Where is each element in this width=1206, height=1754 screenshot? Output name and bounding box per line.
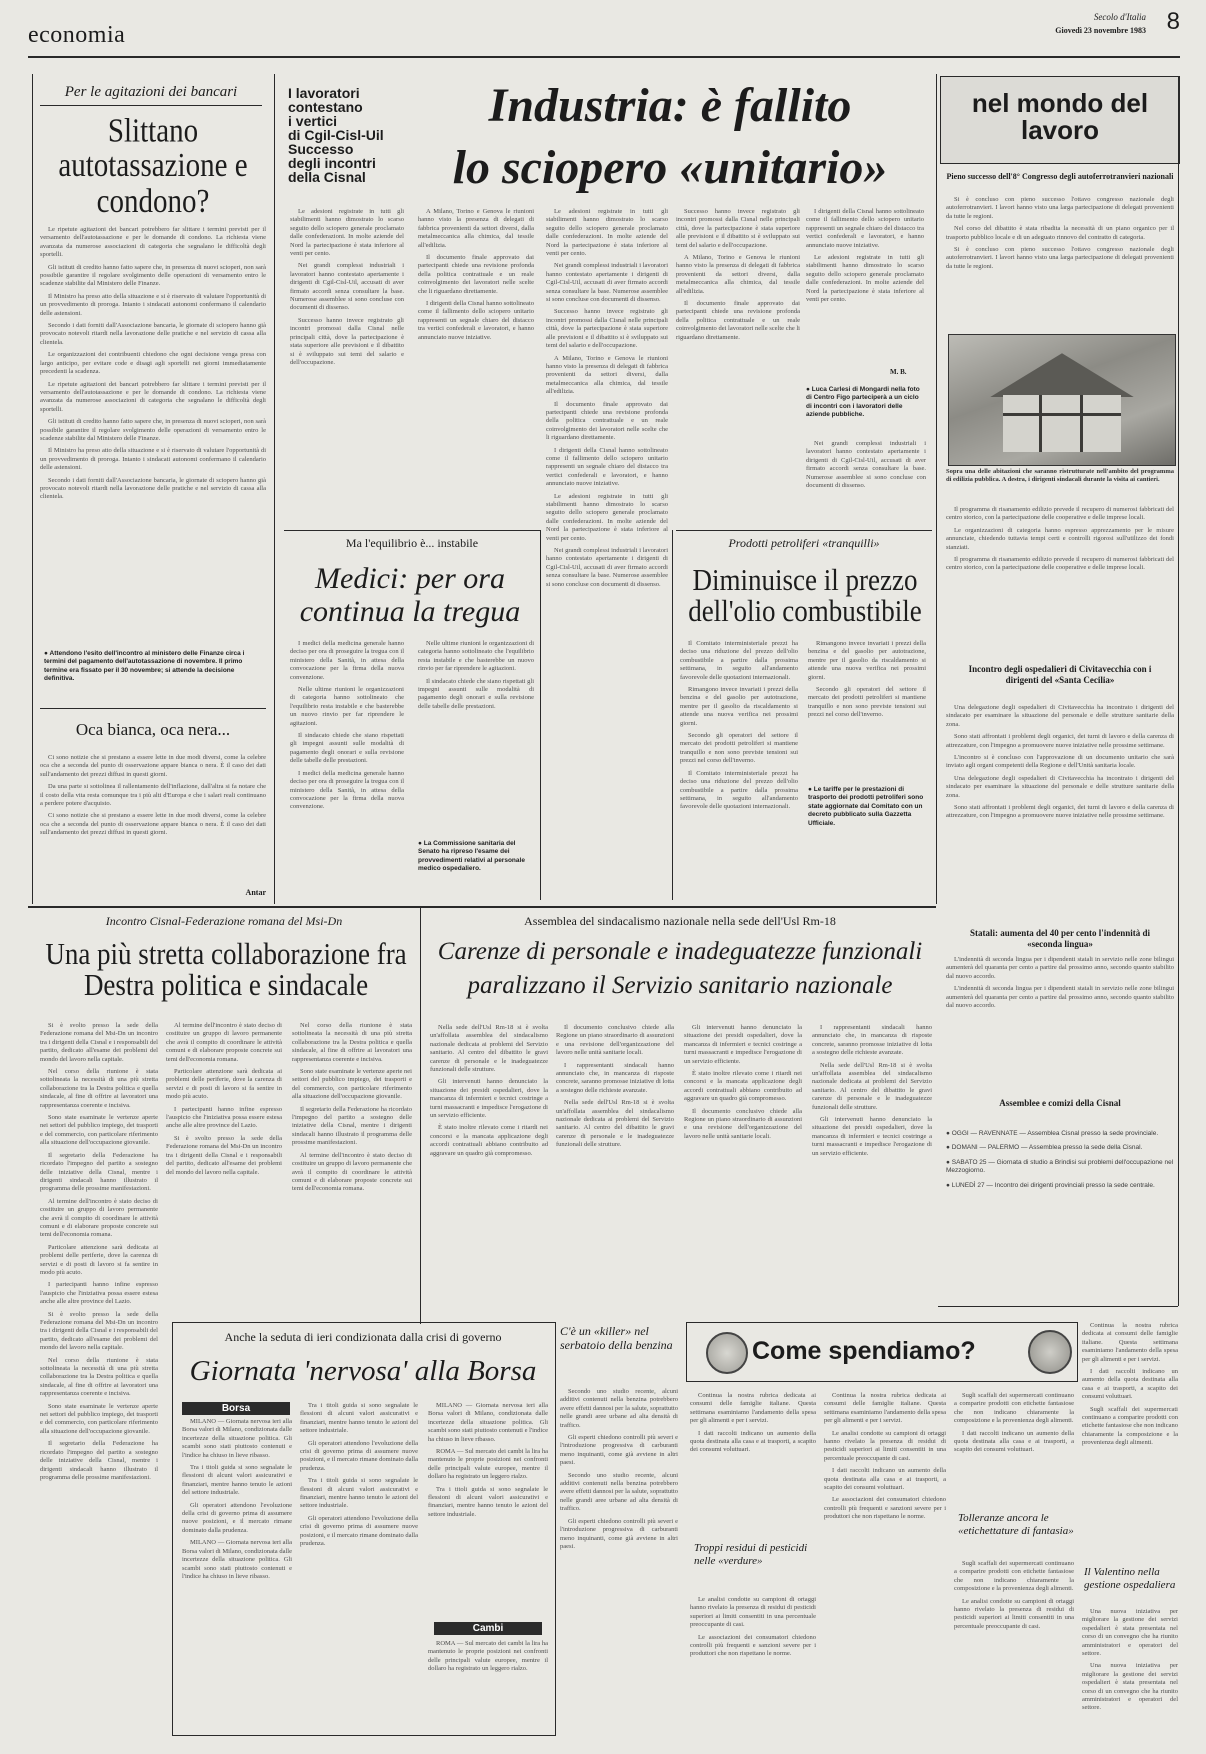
farright-body-1: Continua la nostra rubrica dedicata ai consumi delle famiglie italiane. Questa settimana esaminiamo l'andamento della spesa per gli alimenti e per i servizi. I dati raccolti indicano un aumento della quota destinata alla casa e ai trasporti, a scapito dei consumi voluttuari. Sugli scaffali dei supermercati continuano a comparire prodotti con etichette fantasiose che non indicano chiaramente la composizione e la provenienza degli alimenti. [1082,1322,1178,1447]
medici-headline: Medici: per ora continua la tregua [299,562,521,628]
serbatoio-headline: C'è un «killer» nel serbatoio della benzina [560,1324,673,1352]
rule [676,530,932,531]
spendiamo-header: Come spendiamo? [752,1337,976,1365]
rule [28,906,936,908]
bancari-body: Le ripetute agitazioni dei bancari potrebbero far slittare i termini previsti per il versamento dell'autotassazione e per le domande di condono. La richiesta viene avanzata da numerose associazioni di categoria che segnalano le difficoltà degli sportelli. Gli istituti di credito hanno fatto sapere che, in presenza di nuovi scioperi, non sarà possibile garantire il regolare svolgimento delle operazioni di versamento entro le scadenze stabilite dal Ministero delle Finanze. Il Ministro ha preso atto della situazione e si è riservato di valutare l'opportunità di un provvedimento di proroga. Intanto i sindacati autonomi confermano il calendario delle astensioni. Secondo i dati forniti dall'Associazione bancaria, le giornate di sciopero hanno già provocato notevoli ritardi nella lavorazione delle pratiche e nel servizio di cassa alla clientela. Le organizzazioni dei contribuenti chiedono che ogni decisione venga presa con largo anticipo, per evitare code e disagi agli sportelli nei giorni immediatamente precedenti la scadenza. Le ripetute agitazioni dei bancari potrebbero far slittare i termini previsti per il versamento dell'autotassazione e per le domande di condono. La richiesta viene avanzata da numerose associazioni di categoria che segnalano le difficoltà degli sportelli. Gli istituti di credito hanno fatto sapere che, in presenza di nuovi scioperi, non sarà possibile garantire il regolare svolgimento delle operazioni di versamento entro le scadenze stabilite dal Ministero delle Finanze. Il Ministro ha preso atto della situazione e si è riservato di valutare l'opportunità di un provvedimento di proroga. Intanto i sindacati autonomi confermano il calendario delle astensioni. Secondo i dati forniti dall'Associazione bancaria, le giornate di sciopero hanno già provocato notevoli ritardi nella lavorazione delle pratiche e nel servizio di cassa alla clientela. [40,226,266,501]
coin-icon [706,1332,748,1374]
col-rule [936,74,937,904]
cisnal-body-6: Nei grandi complessi industriali i lavoratori hanno contestato apertamente i dirigenti di Cgil-Cisl-Uil, accusati di aver firmato accordi senza consultare la base. Numerose assemblee si sono concluse con documenti di dissenso. [806,440,926,490]
rule [40,708,266,709]
medici-kicker: Ma l'equilibrio è... instabile [345,536,479,550]
borsa-body-2: Tra i titoli guida si sono segnalate le flessioni di alcuni valori assicurativi e finanziari, mentre hanno tenuto le azioni del settore industriale. Gli operatori attendono l'evoluzione della crisi di governo prima di assumere nuove posizioni, e il mercato rimane dominato dalla prudenza. Tra i titoli guida si sono segnalate le flessioni di alcuni valori assicurativi e finanziari, mentre hanno tenuto le azioni del settore industriale. Gli operatori attendono l'evoluzione della crisi di governo prima di assumere nuove posizioni, e il mercato rimane dominato dalla prudenza. [300,1402,418,1548]
mondo-subhead: Pieno successo dell'8° Congresso degli autoferrotranvieri nazionali [946,172,1174,181]
pesticidi-subhead: Troppi residui di pesticidi nelle «verdure» [694,1542,808,1567]
col-rule [420,908,421,1324]
destra-body-3: Nel corso della riunione è stata sottolineata la necessità di una più stretta collaborazione tra la Destra politica e quella sindacale, al fine di offrire ai lavoratori una rappresentanza coerente e incisiva. Sono state esaminate le vertenze aperte nei settori del pubblico impiego, dei trasporti e del commercio, con particolare riferimento alla situazione dell'occupazione giovanile. Il segretario della Federazione ha ricordato l'impegno del partito a sostegno delle iniziative della Cisnal, mentre i dirigenti sindacali hanno illustrato il programma delle prossime manifestazioni. Al termine dell'incontro è stato deciso di costituire un gruppo di lavoro permanente che avrà il compito di coordinare le attività comuni e di elaborare proposte concrete sui temi dell'economia romana. [292,1022,412,1193]
cisnal-body-4: Successo hanno invece registrato gli incontri promossi dalla Cisnal nelle principali città, dove la partecipazione è stata superiore alle previsioni e il dibattito si è sviluppato sui temi del salario e dell'occupazione. A Milano, Torino e Genova le riunioni hanno visto la presenza di delegati di fabbrica provenienti da settori diversi, dalla metalmeccanica alla chimica, dal tessile all'edilizia. Il documento finale approvato dai partecipanti chiede una revisione profonda della politica contrattuale e un reale coinvolgimento dei lavoratori nelle scelte che li riguardano direttamente. [676,208,800,341]
masthead-small: Secolo d'Italia [1093,12,1146,22]
olio-body-2: Rimangono invece invariati i prezzi della benzina e del gasolio per autotrazione, mentre per il gasolio da riscaldamento si attende una nuova verifica nei prossimi giorni. Secondo gli operatori del settore il mercato dei prodotti petroliferi si mantiene tranquillo e non sono previste tensioni sui prezzi nel corso dell'inverno. [808,640,926,719]
industria-headline-1: Industria: è fallito [488,79,852,132]
page-date: Giovedì 23 novembre 1983 [1055,26,1146,35]
cambi-label: Cambi [434,1622,542,1635]
col-rule [540,530,541,900]
olio-kicker: Prodotti petroliferi «tranquilli» [728,536,880,550]
etichette-subhead: Tolleranze ancora le «etichettature di fantasia» [958,1512,1074,1537]
medici-body-2: Nelle ultime riunioni le organizzazioni di categoria hanno sottolineato che l'equilibrio resta instabile e che basterebbe un nuovo rinvio per far riprendere le agitazioni. Il sindacato chiede che siano rispettati gli impegni assunti sulle modalità di pagamento degli onorari e sulla revisione delle tabelle delle prestazioni. [418,640,534,710]
serbatoio-body: Secondo uno studio recente, alcuni additivi contenuti nella benzina potrebbero avere effetti dannosi per la salute, soprattutto nelle grandi aree urbane ad alta densità di traffico. Gli esperti chiedono controlli più severi e l'introduzione progressiva di carburanti meno inquinanti, come già avviene in altri paesi. Secondo uno studio recente, alcuni additivi contenuti nella benzina potrebbero avere effetti dannosi per la salute, soprattutto nelle grandi aree urbane ad alta densità di traffico. Gli esperti chiedono controlli più severi e l'introduzione progressiva di carburanti meno inquinanti, come già avviene in altri paesi. [560,1388,678,1550]
assemblee-subhead: Assemblee e comizi della Cisnal [999,1098,1121,1108]
medici-note: ● La Commissione sanitaria del Senato ha ripreso l'esame dei provvedimenti relativi al personale medico ospedaliero. [418,840,525,873]
sanita-headline-2: paralizzano il Servizio sanitario nazionale [467,972,893,999]
mondo-body-3: Una delegazione degli ospedalieri di Civitavecchia ha incontrato i dirigenti del sindacato per esaminare la situazione del personale e delle strutture sanitarie della zona. Sono stati affrontati i problemi degli organici, dei turni di lavoro e della carenza di attrezzature, con l'impegno a promuovere nuove iniziative nelle prossime settimane. L'incontro si è concluso con l'approvazione di un documento unitario che sarà inviato agli organi competenti della Regione e dell'Unità sanitaria locale. Una delegazione degli ospedalieri di Civitavecchia ha incontrato i dirigenti del sindacato per esaminare la situazione del personale e delle strutture sanitarie della zona. Sono stati affrontati i problemi degli organici, dei turni di lavoro e della carenza di attrezzature, con l'impegno a promuovere nuove iniziative nelle prossime settimane. [946,704,1174,820]
section-label: economia [28,22,126,48]
borsa-headline: Giornata 'nervosa' alla Borsa [189,1355,537,1387]
cisnal-signature: M. B. [890,368,907,376]
statali-subhead: Statali: aumenta del 40 per cento l'indennità di «seconda lingua» [969,928,1151,949]
photo-caption: Sopra una delle abitazioni che saranno ristrutturate nell'ambito del programma di edilizia pubblica. A destra, i dirigenti sindacali durante la visita ai cantieri. [946,468,1174,484]
cisnal-body-1: Le adesioni registrate in tutti gli stabilimenti hanno dimostrato lo scarso seguito dello sciopero generale proclamato dalle confederazioni. In molte aziende del Nord la partecipazione è stata inferiore al venti per cento. Nei grandi complessi industriali i lavoratori hanno contestato apertamente i dirigenti di Cgil-Cisl-Uil, accusati di aver firmato accordi senza consultare la base. Numerose assemblee si sono concluse con documenti di dissenso. Successo hanno invece registrato gli incontri promossi dalla Cisnal nelle principali città, dove la partecipazione è stata superiore alle previsioni e il dibattito si è sviluppato sui temi del salario e dell'occupazione. [290,208,404,366]
oca-signature: Antar [245,888,266,897]
destra-body-1: Si è svolto presso la sede della Federazione romana del Msi-Dn un incontro tra i dirigenti della Cisnal e i responsabili del partito, dedicato all'esame dei problemi del mondo del lavoro nella capitale. Nel corso della riunione è stata sottolineata la necessità di una più stretta collaborazione tra la Destra politica e quella sindacale, al fine di offrire ai lavoratori una rappresentanza coerente e incisiva. Sono state esaminate le vertenze aperte nei settori del pubblico impiego, dei trasporti e del commercio, con particolare riferimento alla situazione dell'occupazione giovanile. Il segretario della Federazione ha ricordato l'impegno del partito a sostegno delle iniziative della Cisnal, mentre i dirigenti sindacali hanno illustrato il programma delle prossime manifestazioni. Al termine dell'incontro è stato deciso di costituire un gruppo di lavoro permanente che avrà il compito di coordinare le attività comuni e di elaborare proposte concrete sui temi dell'economia romana. Particolare attenzione sarà dedicata ai problemi delle periferie, dove la carenza di servizi e di posti di lavoro si fa sentire in modo più acuto. I partecipanti hanno infine espresso l'auspicio che l'iniziativa possa essere estesa anche alle altre province del Lazio. Si è svolto presso la sede della Federazione romana del Msi-Dn un incontro tra i dirigenti della Cisnal e i responsabili del partito, dedicato all'esame dei problemi del mondo del lavoro nella capitale. Nel corso della riunione è stata sottolineata la necessità di una più stretta collaborazione tra la Destra politica e quella sindacale, al fine di offrire ai lavoratori una rappresentanza coerente e incisiva. Sono state esaminate le vertenze aperte nei settori del pubblico impiego, dei trasporti e del commercio, con particolare riferimento alla situazione dell'occupazione giovanile. Il segretario della Federazione ha ricordato l'impegno del partito a sostegno delle iniziative della Cisnal, mentre i dirigenti sindacali hanno illustrato il programma delle prossime manifestazioni. [40,1022,158,1481]
farright-body-2: Una nuova iniziativa per migliorare la gestione dei servizi ospedalieri è stata presentata nel corso di un convegno che ha riunito amministratori e operatori del settore. Una nuova iniziativa per migliorare la gestione dei servizi ospedalieri è stata presentata nel corso di un convegno che ha riunito amministratori e operatori del settore. [1082,1608,1178,1712]
cisnal-note: ● Luca Carlesi di Mongardi nella foto di Centro Figo parteciperà a un ciclo di incontri con i lavoratori delle aziende pubbliche. [806,386,920,419]
borsa-body-3: MILANO — Giornata nervosa ieri alla Borsa valori di Milano, condizionata dalle incertezze della situazione politica. Gli scambi sono stati piuttosto contenuti e l'indice ha chiuso in lieve ribasso. ROMA — Sul mercato dei cambi la lira ha mantenuto le proprie posizioni nei confronti delle principali valute europee, mentre il dollaro ha registrato un leggero rialzo. Tra i titoli guida si sono segnalate le flessioni di alcuni valori assicurativi e finanziari, mentre hanno tenuto le azioni del settore industriale. [428,1402,548,1518]
olio-body-1: Il Comitato interministeriale prezzi ha deciso una riduzione del prezzo dell'olio combustibile a partire dalla prossima settimana, in seguito all'andamento favorevole delle quotazioni internazionali. Rimangono invece invariati i prezzi della benzina e del gasolio per autotrazione, mentre per il gasolio da riscaldamento si attende una nuova verifica nei prossimi giorni. Secondo gli operatori del settore il mercato dei prodotti petroliferi si mantiene tranquillo e non sono previste tensioni sui prezzi nel corso dell'inverno. Il Comitato interministeriale prezzi ha deciso una riduzione del prezzo dell'olio combustibile a partire dalla prossima settimana, in seguito all'andamento favorevole delle quotazioni internazionali. [680,640,798,811]
ospedalieri-subhead: Incontro degli ospedalieri di Civitavecchia con i dirigenti del «Santa Cecilia» [968,664,1152,685]
olio-headline: Diminuisce il prezzo dell'olio combustibile [688,562,922,629]
cambi-body: ROMA — Sul mercato dei cambi la lira ha mantenuto le proprie posizioni nei confronti delle principali valute europee, mentre il dollaro ha registrato un leggero rialzo. [428,1640,548,1673]
destra-headline: Una più stretta collaborazione fra Destra politica e sindacale [45,936,407,1003]
spendiamo-body-1: Continua la nostra rubrica dedicata ai consumi delle famiglie italiane. Questa settimana esaminiamo l'andamento della spesa per gli alimenti e per i servizi. I dati raccolti indicano un aumento della quota destinata alla casa e ai trasporti, a scapito dei consumi voluttuari. [690,1392,816,1454]
spendiamo-body-4: Sugli scaffali dei supermercati continuano a comparire prodotti con etichette fantasiose che non indicano chiaramente la composizione e la provenienza degli alimenti. I dati raccolti indicano un aumento della quota destinata alla casa e ai trasporti, a scapito dei consumi voluttuari. [954,1392,1074,1454]
sanita-body-1: Nella sede dell'Usl Rm-18 si è svolta un'affollata assemblea del sindacalismo nazionale dedicata ai problemi del Servizio sanitario. Al centro del dibattito le gravi carenze di personale e le inadeguatezze funzionali delle strutture. Gli intervenuti hanno denunciato la situazione dei presidi ospedalieri, dove la mancanza di infermieri e tecnici costringe a turni massacranti e impedisce l'erogazione di un servizio efficiente. È stato inoltre rilevato come i ritardi nei concorsi e la mancata applicazione degli accordi contrattuali abbiano contribuito ad aggravare un quadro già compromesso. [430,1024,548,1157]
cisnal-body-3: Le adesioni registrate in tutti gli stabilimenti hanno dimostrato lo scarso seguito dello sciopero generale proclamato dalle confederazioni. In molte aziende del Nord la partecipazione è stata inferiore al venti per cento. Nei grandi complessi industriali i lavoratori hanno contestato apertamente i dirigenti di Cgil-Cisl-Uil, accusati di aver firmato accordi senza consultare la base. Numerose assemblee si sono concluse con documenti di dissenso. Successo hanno invece registrato gli incontri promossi dalla Cisnal nelle principali città, dove la partecipazione è stata superiore alle previsioni e il dibattito si è sviluppato sui temi del salario e dell'occupazione. A Milano, Torino e Genova le riunioni hanno visto la presenza di delegati di fabbrica provenienti da settori diversi, dalla metalmeccanica alla chimica, dal tessile all'edilizia. Il documento finale approvato dai partecipanti chiede una revisione profonda della politica contrattuale e un reale coinvolgimento dei lavoratori nelle scelte che li riguardano direttamente. I dirigenti della Cisnal hanno sottolineato come il fallimento dello sciopero unitario rappresenti un segnale chiaro del distacco tra vertici confederali e lavoratori, e hanno annunciato nuove iniziative. Le adesioni registrate in tutti gli stabilimenti hanno dimostrato lo scarso seguito dello sciopero generale proclamato dalle confederazioni. In molte aziende del Nord la partecipazione è stata inferiore al venti per cento. Nei grandi complessi industriali i lavoratori hanno contestato apertamente i dirigenti di Cgil-Cisl-Uil, accusati di aver firmato accordi senza consultare la base. Numerose assemblee si sono concluse con documenti di dissenso. [546,208,668,588]
cisnal-kicker: I lavoratori contestano i vertici di Cgil-Cisl-Uil Successo degli incontri della Cisnal [288,85,384,185]
col-rule [32,74,33,904]
sanita-body-3: Gli intervenuti hanno denunciato la situazione dei presidi ospedalieri, dove la mancanza di infermieri e tecnici costringe a turni massacranti e impedisce l'erogazione di un servizio efficiente. È stato inoltre rilevato come i ritardi nei concorsi e la mancata applicazione degli accordi contrattuali abbiano contribuito ad aggravare un quadro già compromesso. Il documento conclusivo chiede alla Regione un piano straordinario di assunzioni e una revisione dell'organizzazione del lavoro nelle unità sanitarie locali. [684,1024,802,1140]
sanita-kicker: Assemblea del sindacalismo nazionale nella sede dell'Usl Rm-18 [524,914,836,928]
borsa-body-1: MILANO — Giornata nervosa ieri alla Borsa valori di Milano, condizionata dalle incertezze della situazione politica. Gli scambi sono stati piuttosto contenuti e l'indice ha chiuso in lieve ribasso. Tra i titoli guida si sono segnalate le flessioni di alcuni valori assicurativi e finanziari, mentre hanno tenuto le azioni del settore industriale. Gli operatori attendono l'evoluzione della crisi di governo prima di assumere nuove posizioni, e il mercato rimane dominato dalla prudenza. MILANO — Giornata nervosa ieri alla Borsa valori di Milano, condizionata dalle incertezze della situazione politica. Gli scambi sono stati piuttosto contenuti e l'indice ha chiuso in lieve ribasso. [182,1418,292,1580]
destra-body-2: Al termine dell'incontro è stato deciso di costituire un gruppo di lavoro permanente che avrà il compito di coordinare le attività comuni e di elaborare proposte concrete sui temi dell'economia romana. Particolare attenzione sarà dedicata ai problemi delle periferie, dove la carenza di servizi e di posti di lavoro si fa sentire in modo più acuto. I partecipanti hanno infine espresso l'auspicio che l'iniziativa possa essere estesa anche alle altre province del Lazio. Si è svolto presso la sede della Federazione romana del Msi-Dn un incontro tra i dirigenti della Cisnal e i responsabili del partito, dedicato all'esame dei problemi del mondo del lavoro nella capitale. [166,1022,282,1176]
col-rule [672,530,673,900]
borsa-kicker: Anche la seduta di ieri condizionata dalla crisi di governo [224,1330,502,1344]
sanita-body-4: I rappresentanti sindacali hanno annunciato che, in mancanza di risposte concrete, saranno promosse iniziative di lotta a sostegno delle richieste avanzate. Nella sede dell'Usl Rm-18 si è svolta un'affollata assemblea del sindacalismo nazionale dedicata ai problemi del Servizio sanitario. Al centro del dibattito le gravi carenze di personale e le inadeguatezze funzionali delle strutture. Gli intervenuti hanno denunciato la situazione dei presidi ospedalieri, dove la mancanza di infermieri e tecnici costringe a turni massacranti e impedisce l'erogazione di un servizio efficiente. [812,1024,932,1157]
page-number: 8 [1166,8,1180,35]
destra-kicker: Incontro Cisnal-Federazione romana del Msi-Dn [105,914,343,928]
cisnal-body-5: I dirigenti della Cisnal hanno sottolineato come il fallimento dello sciopero unitario rappresenti un segnale chiaro del distacco tra vertici confederali e lavoratori, e hanno annunciato nuove iniziative. Le adesioni registrate in tutti gli stabilimenti hanno dimostrato lo scarso seguito dello sciopero generale proclamato dalle confederazioni. In molte aziende del Nord la partecipazione è stata inferiore al venti per cento. [806,208,924,304]
sanita-body-2: Il documento conclusivo chiede alla Regione un piano straordinario di assunzioni e una revisione dell'organizzazione del lavoro nelle unità sanitarie locali. I rappresentanti sindacali hanno annunciato che, in mancanza di risposte concrete, saranno promosse iniziative di lotta a sostegno delle richieste avanzate. Nella sede dell'Usl Rm-18 si è svolta un'affollata assemblea del sindacalismo nazionale dedicata ai problemi del Servizio sanitario. Al centro del dibattito le gravi carenze di personale e le inadeguatezze funzionali delle strutture. [556,1024,674,1149]
borsa-label: Borsa [182,1402,290,1415]
mondo-body-1: Si è concluso con pieno successo l'ottavo congresso nazionale degli autoferrotranvieri. I lavori hanno visto una larga partecipazione di delegati provenienti da tutte le regioni. Nel corso del dibattito è stata ribadita la necessità di un piano organico per il trasporto pubblico locale e di un adeguato rinnovo del contratto di categoria. Si è concluso con pieno successo l'ottavo congresso nazionale degli autoferrotranvieri. I lavori hanno visto una larga partecipazione di delegati provenienti da tutte le regioni. [946,196,1174,270]
rule [284,530,540,531]
coin-icon-2 [1028,1330,1072,1374]
industria-headline-2: lo sciopero «unitario» [452,141,888,194]
spendiamo-body-5: Sugli scaffali dei supermercati continuano a comparire prodotti con etichette fantasiose che non indicano chiaramente la composizione e la provenienza degli alimenti. Le analisi condotte su campioni di ortaggi hanno rivelato la presenza di residui di pesticidi superiori ai limiti consentiti in una percentuale preoccupante di casi. [954,1560,1074,1630]
olio-note: ● Le tariffe per le prestazioni di trasporto dei prodotti petroliferi sono state aggiornate dal Comitato con un decreto pubblicato sulla Gazzetta Ufficiale. [808,786,924,827]
bancari-headline: Slittano autotassazione e condono? [58,112,248,220]
building-photo [948,334,1176,466]
medici-body-1: I medici della medicina generale hanno deciso per ora di proseguire la tregua con il ministero della Sanità, in attesa della convocazione per la firma della nuova convenzione. Nelle ultime riunioni le organizzazioni di categoria hanno sottolineato che l'equilibrio resta instabile e che basterebbe un nuovo rinvio per far riprendere le agitazioni. Il sindacato chiede che siano rispettati gli impegni assunti sulle modalità di pagamento degli onorari e sulla revisione delle tabelle delle prestazioni. I medici della medicina generale hanno deciso per ora di proseguire la tregua con il ministero della Sanità, in attesa della convocazione per la firma della nuova convenzione. [290,640,404,811]
cisnal-body-2: A Milano, Torino e Genova le riunioni hanno visto la presenza di delegati di fabbrica provenienti da settori diversi, dalla metalmeccanica alla chimica, dal tessile all'edilizia. Il documento finale approvato dai partecipanti chiede una revisione profonda della politica contrattuale e un reale coinvolgimento dei lavoratori nelle scelte che li riguardano direttamente. I dirigenti della Cisnal hanno sottolineato come il fallimento dello sciopero unitario rappresenti un segnale chiaro del distacco tra vertici confederali e lavoratori, e hanno annunciato nuove iniziative. [418,208,534,341]
oca-body: Ci sono notizie che si prestano a essere lette in due modi diversi, come la celebre oca che a seconda del punto di osservazione appare bianca o nera. È il caso dei dati sull'andamento dei prezzi diffusi in questi giorni. Da una parte si sottolinea il rallentamento dell'inflazione, dall'altra si fa notare che il costo della vita resta comunque tra i più alti d'Europa e che i salari reali continuano a perdere potere d'acquisto. Ci sono notizie che si prestano a essere lette in due modi diversi, come la celebre oca che a seconda del punto di osservazione appare bianca o nera. È il caso dei dati sull'andamento dei prezzi diffusi in questi giorni. [40,754,266,837]
rule [40,105,262,106]
mondo-body-2: Il programma di risanamento edilizio prevede il recupero di numerosi fabbricati del centro storico, con la partecipazione delle cooperative e delle imprese locali. Le organizzazioni di categoria hanno espresso apprezzamento per le misure annunciate, chiedendo tuttavia tempi certi e controlli rigorosi sull'utilizzo dei fondi stanziati. Il programma di risanamento edilizio prevede il recupero di numerosi fabbricati del centro storico, con la partecipazione delle cooperative e delle imprese locali. [946,506,1174,572]
valentino-subhead: Il Valentino nella gestione ospedaliera [1084,1566,1176,1591]
bancari-kicker: Per le agitazioni dei bancari [64,84,238,100]
rule [938,1306,1178,1307]
header-rule [28,56,1180,58]
oca-headline: Oca bianca, oca nera... [75,720,231,739]
col-rule [1178,76,1179,1306]
mondo-header: nel mondo del lavoro [971,88,1149,146]
events-list: ● OGGI — RAVENNATE — Assemblea Cisnal presso la sede provinciale. ● DOMANI — PALERMO — Assemblea presso la sede della Cisnal. ● SABATO 25 — Giornata di studio a Brindisi sui problemi dell'occupazione nel Mezzogiorno. ● LUNEDÌ 27 — Incontro dei dirigenti provinciali presso la sede centrale. [946,1130,1174,1189]
spendiamo-body-3: Continua la nostra rubrica dedicata ai consumi delle famiglie italiane. Questa settimana esaminiamo l'andamento della spesa per gli alimenti e per i servizi. Le analisi condotte su campioni di ortaggi hanno rivelato la presenza di residui di pesticidi superiori ai limiti consentiti in una percentuale preoccupante di casi. I dati raccolti indicano un aumento della quota destinata alla casa e ai trasporti, a scapito dei consumi voluttuari. Le associazioni dei consumatori chiedono controlli più frequenti e sanzioni severe per i produttori che non rispettano le norme. [824,1392,946,1521]
bancari-note: ● Attendono l'esito dell'incontro al ministero delle Finanze circa i termini del pagamento dell'autotassazione di novembre. Il primo termine era fissato per il 30 novembre; si attende la decisione definitiva. [44,650,245,683]
spendiamo-body-2: Le analisi condotte su campioni di ortaggi hanno rivelato la presenza di residui di pesticidi superiori ai limiti consentiti in una percentuale preoccupante di casi. Le associazioni dei consumatori chiedono controlli più frequenti e sanzioni severe per i produttori che non rispettano le norme. [690,1596,816,1658]
col-rule [274,74,275,904]
sanita-headline-1: Carenze di personale e inadeguatezze funzionali [437,938,923,965]
mondo-body-4: L'indennità di seconda lingua per i dipendenti statali in servizio nelle zone bilingui aumenterà del quaranta per cento a partire dal prossimo anno, secondo quanto stabilito dal nuovo accordo. L'indennità di seconda lingua per i dipendenti statali in servizio nelle zone bilingui aumenterà del quaranta per cento a partire dal prossimo anno, secondo quanto stabilito dal nuovo accordo. [946,956,1174,1010]
